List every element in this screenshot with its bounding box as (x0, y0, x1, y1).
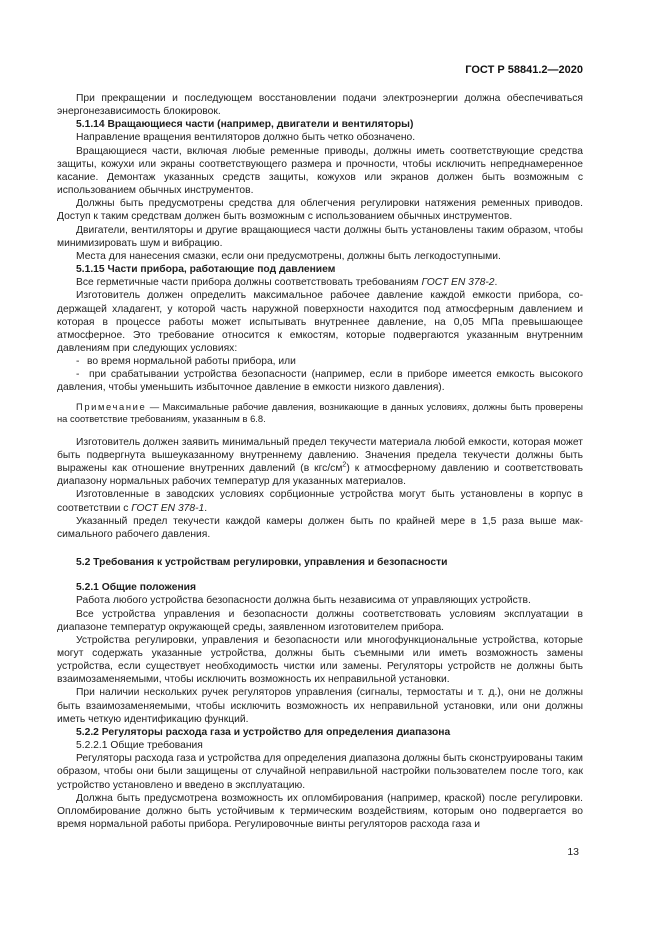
paragraph: Все устройства управления и безопасности должны соответствовать условиям эксплуатации в диапазоне температур окружающей среды, заявленном изготовителем прибора. (57, 608, 583, 633)
note-label: Примечание (76, 400, 147, 412)
paragraph: Изготовитель должен определить максимальное рабочее давление каждой емкости прибора, содержащей хладагент, у которой часть наружной поверхности находится под атмосферным давлением и которая в процессе работы может испытывать внутреннее давление, на 0,05 МПа превышающее атмосферное. Это требование относится к емкостям, которые подвергаются указанным внутренним давлениям при следующих условиях: (57, 290, 583, 354)
dash-marker: - (76, 356, 80, 368)
paragraph: Должна быть предусмотрена возможность их опломбирования (например, краской) после регулировки. Опломбирование должно быть устойчивым к термическим воздействиям, которым оно подвергается во время нормальной работы прибора. Регулировочные винты регуляторов расхода газа и (57, 792, 583, 830)
standard-reference: ГОСТ EN 378-1 (131, 502, 205, 514)
heading-5-1-15: 5.1.15 Части прибора, работающие под давлением (76, 264, 336, 276)
text-run: ) к атмосферному давлению и соответствовать диапазону нормальных рабочих температур для указанных материалов. (57, 463, 583, 488)
paragraph: Регуляторы расхода газа и устройства для определения диапазона должны быть сконструированы таким образом, чтобы они были защищены от случайной неправильной настройки пользователем после того, как устройство установлено и введено в эксплуатацию. (57, 753, 583, 791)
list-item (57, 355, 583, 368)
text-run: Все герметичные части прибора должны соответствовать требованиям (76, 277, 422, 289)
paragraph (57, 436, 583, 489)
text-run: Изготовитель должен заявить минимальный предел текучести материала любой емкости, которая может быть подвергнута вышеуказанному внутреннему давлению. Значения предела текучести должны быть выражены как отношение внутренних давлений (в кгс/см (57, 436, 583, 475)
note (57, 401, 583, 426)
standard-reference: ГОСТ EN 378-2 (421, 277, 495, 289)
paragraph: Работа любого устройства безопасности должна быть независима от управляющих устройств. (76, 595, 531, 607)
note-text: — Максимальные рабочие давления, возникающие в данных условиях, должны быть проверены на соответствие требованиям, указанным в 6.8. (57, 400, 583, 425)
paragraph: Должны быть предусмотрены средства для облегчения регулировки натяжения ременных приводов. Доступ к таким средствам должен быть возможным с использованием обычных инструментов. (57, 198, 583, 223)
paragraph: Вращающиеся части, включая любые ременные приводы, должны иметь соответствующие средства защиты, кожухи или экраны соответствующего размера и прочности, чтобы исключить непреднамеренное касание. Демонтаж указанных средств защиты, кожухов или экранов должен быть возможным с использованием обычных инструментов. (57, 145, 583, 197)
paragraph (57, 276, 583, 289)
list-item-text: при срабатывании устройства безопасности (например, если в приборе имеется емкость высокого давления, чтобы уменьшить избыточное давление в емкости низкого давления). (57, 369, 583, 394)
superscript: 2 (342, 461, 347, 469)
paragraph (57, 488, 583, 514)
document-body (57, 92, 583, 831)
list-item (57, 368, 583, 394)
paragraph: Места для нанесения смазки, если они предусмотрены, должны быть легкодоступными. (76, 250, 501, 262)
paragraph: Направление вращения вентиляторов должно быть четко обозначено. (76, 132, 416, 144)
heading-5-2: 5.2 Требования к устройствам регулировки, управления и безопасности (76, 557, 448, 569)
subheading-5-2-2-1: 5.2.2.1 Общие требования (76, 740, 203, 752)
dash-marker: - (76, 369, 90, 381)
heading-5-2-1: 5.2.1 Общие положения (76, 582, 196, 594)
text-run: Изготовленные в заводских условиях сорбционные устройства могут быть установлены в корпус в соответствии с (57, 489, 583, 514)
paragraph: При наличии нескольких ручек регуляторов управления (сигналы, термостаты и т. д.), они не должны быть взаимозаменяемыми, чтобы исключить возможность их неправильной установки, или они должны иметь четкую идентификацию функций. (57, 687, 583, 725)
text-run: . (494, 277, 498, 289)
page-number: 13 (567, 846, 579, 858)
paragraph: Указанный предел текучести каждой камеры должен быть по крайней мере в 1,5 раза выше максимального рабочего давления. (57, 515, 583, 540)
heading-5-1-14: 5.1.14 Вращающиеся части (например, двигатели и вентиляторы) (76, 119, 414, 131)
paragraph: При прекращении и последующем восстановлении подачи электроэнергии должна обеспечиваться энергонезависимость блокировок. (57, 93, 583, 118)
document-header: ГОСТ Р 58841.2—2020 (465, 64, 583, 76)
list-item-text: во время нормальной работы прибора, или (87, 356, 296, 368)
paragraph: Двигатели, вентиляторы и другие вращающиеся части должны быть установлены таким образом, чтобы минимизировать шум и вибрацию. (57, 224, 583, 249)
heading-5-2-2: 5.2.2 Регуляторы расхода газа и устройство для определения диапазона (76, 726, 451, 738)
text-run: . (204, 502, 208, 514)
paragraph: Устройства регулировки, управления и безопасности или многофункциональные устройства, которые могут содержать указанные устройства, должны быть съемными или иметь возможность замены устройства, если существует необходимость чистки или замены. Регуляторы устройств не должны быть взаимозаменяемыми, чтобы исключить возможность их неправильной установки. (57, 634, 583, 686)
